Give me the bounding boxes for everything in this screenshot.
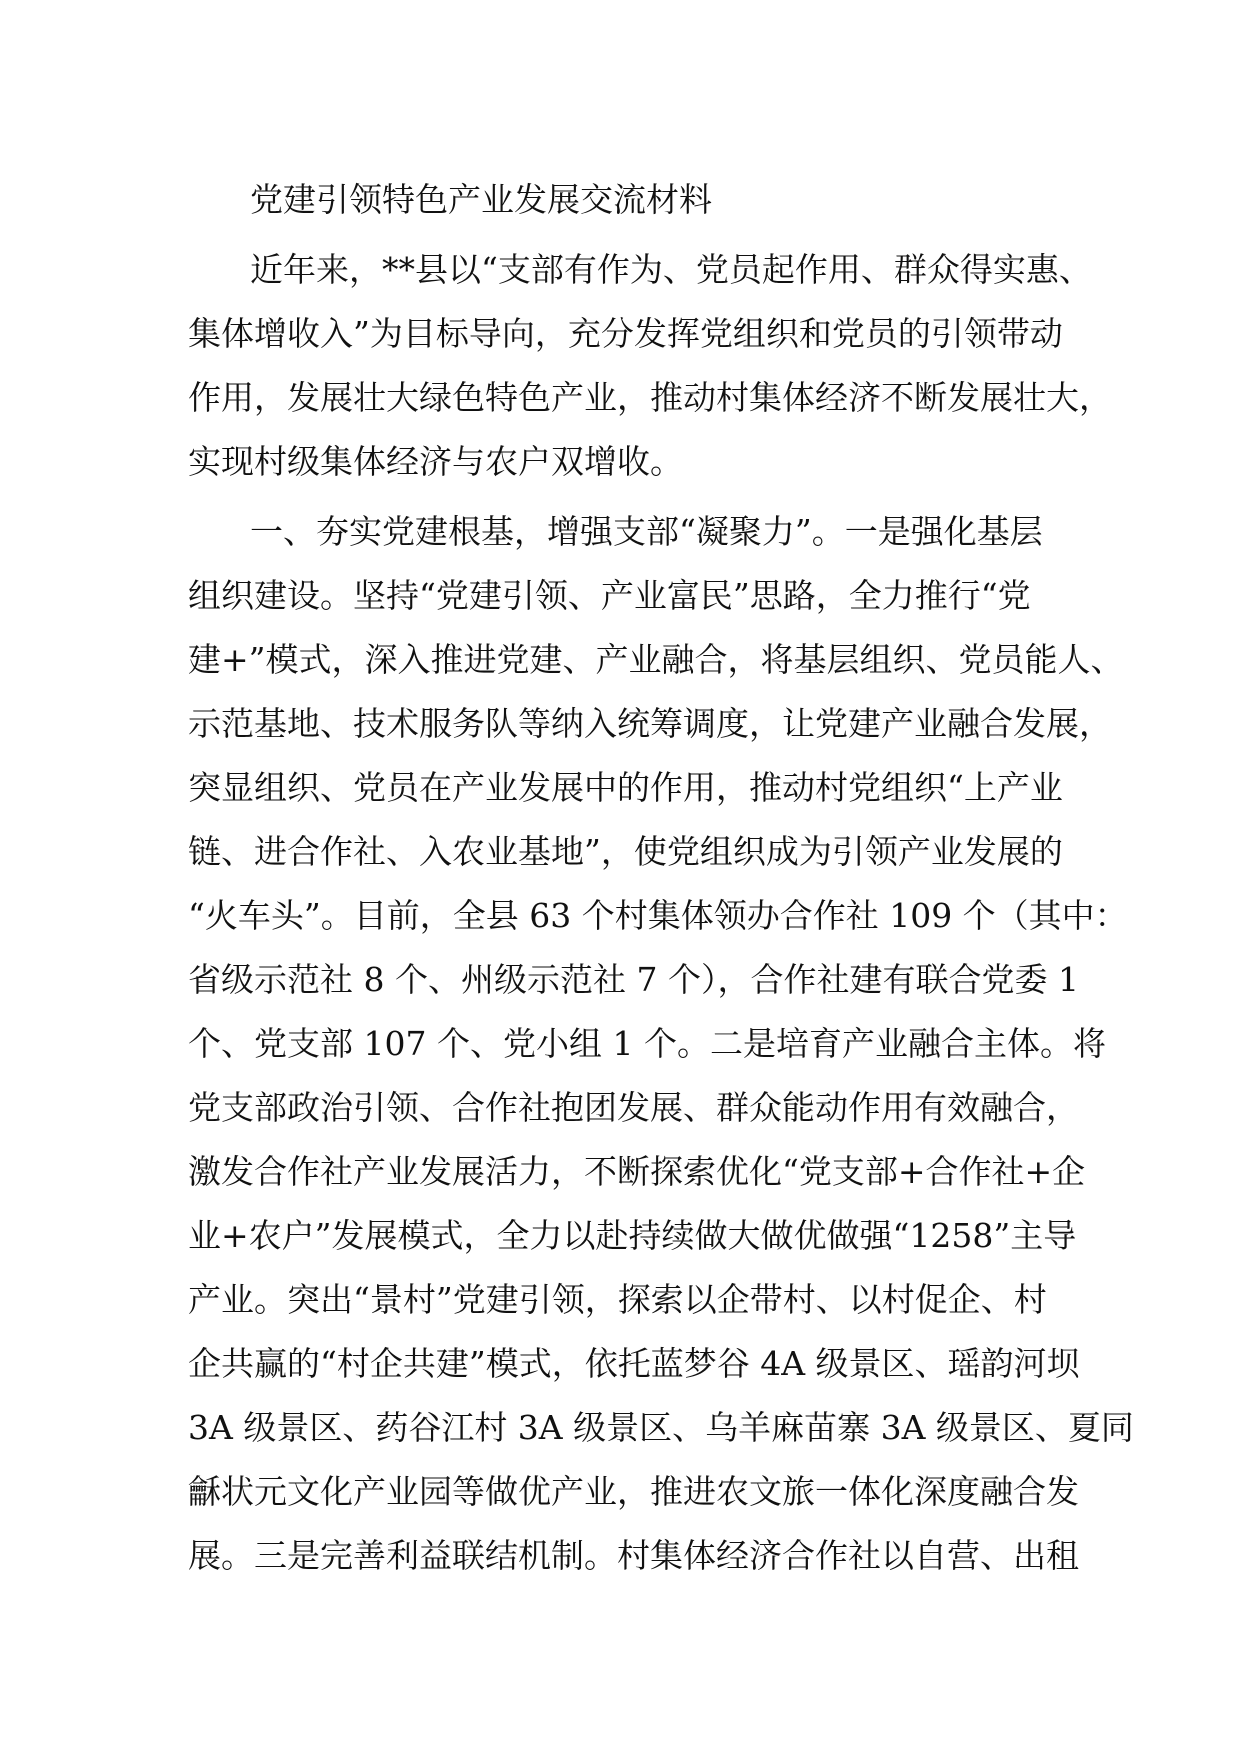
paragraph-2-line-4: 示范基地、技术服务队等纳入统筹调度，让党建产业融合发展， — [188, 704, 1112, 743]
paragraph-1-line-2: 集体增收入”为目标导向，充分发挥党组织和党员的引领带动 — [188, 314, 1063, 353]
document-title: 党建引领特色产业发展交流材料 — [250, 180, 712, 219]
document-body — [188, 238, 1134, 1588]
paragraph-2-line-7: “火车头”。目前，全县 63 个村集体领办合作社 109 个（其中： — [188, 896, 1128, 935]
paragraph-2-line-1: 一、夯实党建根基，增强支部“凝聚力”。一是强化基层 — [250, 512, 1043, 551]
paragraph-2-line-11: 激发合作社产业发展活力，不断探索优化“党支部+合作社+企 — [188, 1152, 1086, 1191]
paragraph-2-line-15: 3A 级景区、药谷江村 3A 级景区、乌羊麻苗寨 3A 级景区、夏同 — [188, 1408, 1134, 1447]
paragraph-2-line-2: 组织建设。坚持“党建引领、产业富民”思路，全力推行“党 — [188, 576, 1031, 615]
paragraph-2-line-9: 个、党支部 107 个、党小组 1 个。二是培育产业融合主体。将 — [188, 1024, 1106, 1063]
paragraph-2-line-17: 展。三是完善利益联结机制。村集体经济合作社以自营、出租 — [188, 1536, 1079, 1575]
paragraph-2-line-3: 建+”模式，深入推进党建、产业融合，将基层组织、党员能人、 — [188, 640, 1124, 679]
paragraph-2-line-12: 业+农户”发展模式，全力以赴持续做大做优做强“1258”主导 — [188, 1216, 1077, 1255]
paragraph-2-line-14: 企共赢的“村企共建”模式，依托蓝梦谷 4A 级景区、瑶韵河坝 — [188, 1344, 1080, 1383]
paragraph-2-line-5: 突显组织、党员在产业发展中的作用，推动村党组织“上产业 — [188, 768, 1063, 807]
paragraph-2-line-13: 产业。突出“景村”党建引领，探索以企带村、以村促企、村 — [188, 1280, 1047, 1319]
paragraph-1-line-1: 近年来，**县以“支部有作为、党员起作用、群众得实惠、 — [250, 250, 1092, 289]
paragraph-2-line-6: 链、进合作社、入农业基地”，使党组织成为引领产业发展的 — [188, 832, 1063, 871]
paragraph-1-line-4: 实现村级集体经济与农户双增收。 — [188, 442, 683, 481]
paragraph-2-line-10: 党支部政治引领、合作社抱团发展、群众能动作用有效融合， — [188, 1088, 1079, 1127]
paragraph-2-line-16: 龢状元文化产业园等做优产业，推进农文旅一体化深度融合发 — [188, 1472, 1079, 1511]
paragraph-1-line-3: 作用，发展壮大绿色特色产业，推动村集体经济不断发展壮大， — [188, 378, 1112, 417]
paragraph-2-line-8: 省级示范社 8 个、州级示范社 7 个），合作社建有联合党委 1 — [188, 960, 1079, 999]
